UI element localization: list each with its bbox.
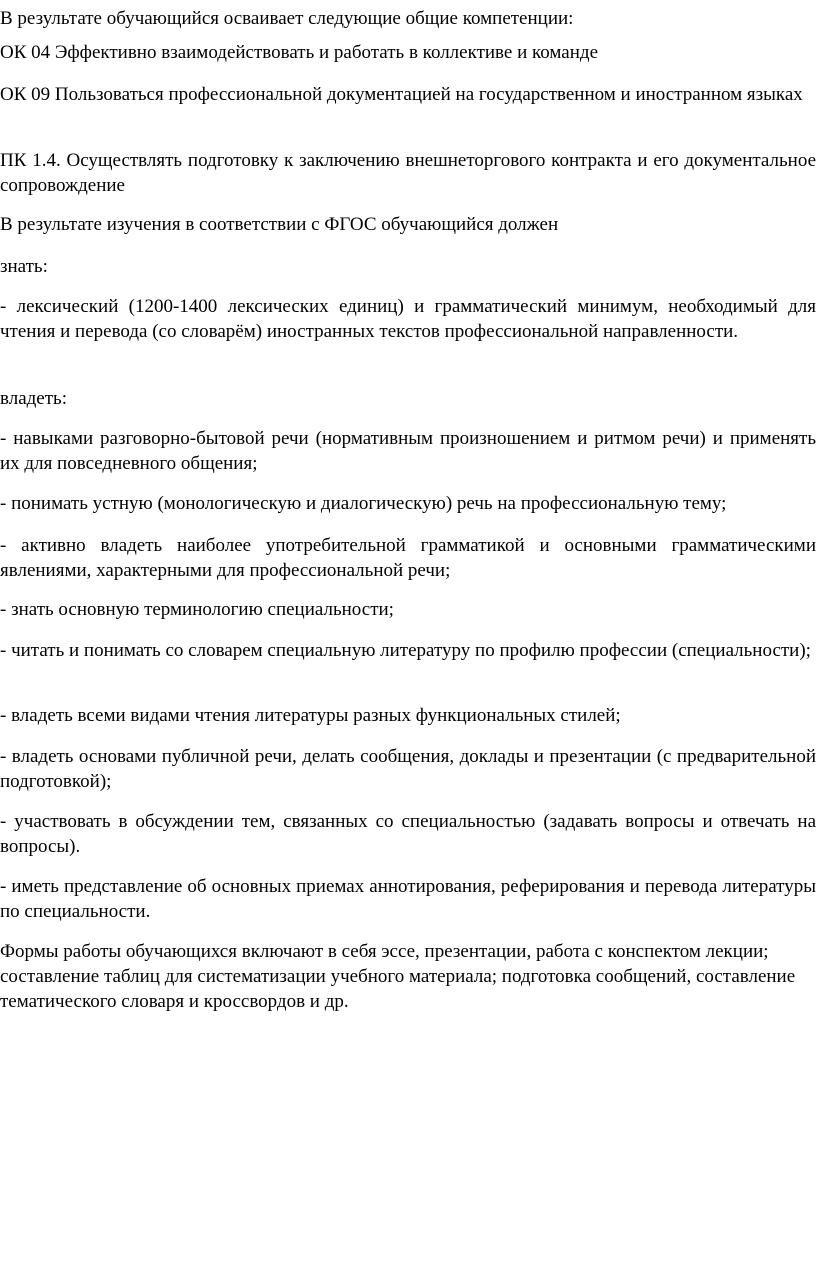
own-item: - навыками разговорно-бытовой речи (нормативным произношением и ритмом речи) и применять их для повседневного общения; — [0, 428, 816, 474]
own-item: - знать основную терминологию специальности; — [0, 599, 394, 620]
own-item: - читать и понимать со словарем специальную литературу по профилю профессии (специальности); — [0, 640, 811, 661]
own-item: - владеть всеми видами чтения литературы разных функциональных стилей; — [0, 705, 621, 726]
fgos-text: В результате изучения в соответствии с ФГОС обучающийся должен — [0, 214, 559, 235]
own-item: - владеть основами публичной речи, делать сообщения, доклады и презентации (с предварительной подготовкой); — [0, 746, 816, 792]
forms-of-work-text: Формы работы обучающихся включают в себя эссе, презентации, работа с конспектом лекции; составление таблиц для систематизации учебного материала; подготовка сообщений, составление тематического словаря и кроссвордов и др. — [0, 941, 796, 1012]
own-item: - участвовать в обсуждении тем, связанных со специальностью (задавать вопросы и отвечать на вопросы). — [0, 811, 816, 857]
competence-ok04: ОК 04 Эффективно взаимодействовать и работать в коллективе и команде — [0, 42, 599, 63]
competence-pk14: ПК 1.4. Осуществлять подготовку к заключению внешнеторгового контракта и его документальное сопровождение — [0, 150, 816, 196]
own-item: - иметь представление об основных приемах аннотирования, реферирования и перевода литературы по специальности. — [0, 876, 816, 922]
know-item: - лексический (1200-1400 лексических единиц) и грамматический минимум, необходимый для чтения и перевода (со словарём) иностранных текстов профессиональной направленности. — [0, 296, 816, 342]
competence-ok09: ОК 09 Пользоваться профессиональной документацией на государственном и иностранном языках — [0, 84, 803, 105]
own-item: - понимать устную (монологическую и диалогическую) речь на профессиональную тему; — [0, 493, 727, 514]
own-heading: владеть: — [0, 388, 67, 409]
know-heading: знать: — [0, 256, 48, 277]
intro-text: В результате обучающийся осваивает следующие общие компетенции: — [0, 8, 574, 29]
own-item: - активно владеть наиболее употребительной грамматикой и основными грамматическими явлениями, характерными для профессиональной речи; — [0, 535, 816, 581]
